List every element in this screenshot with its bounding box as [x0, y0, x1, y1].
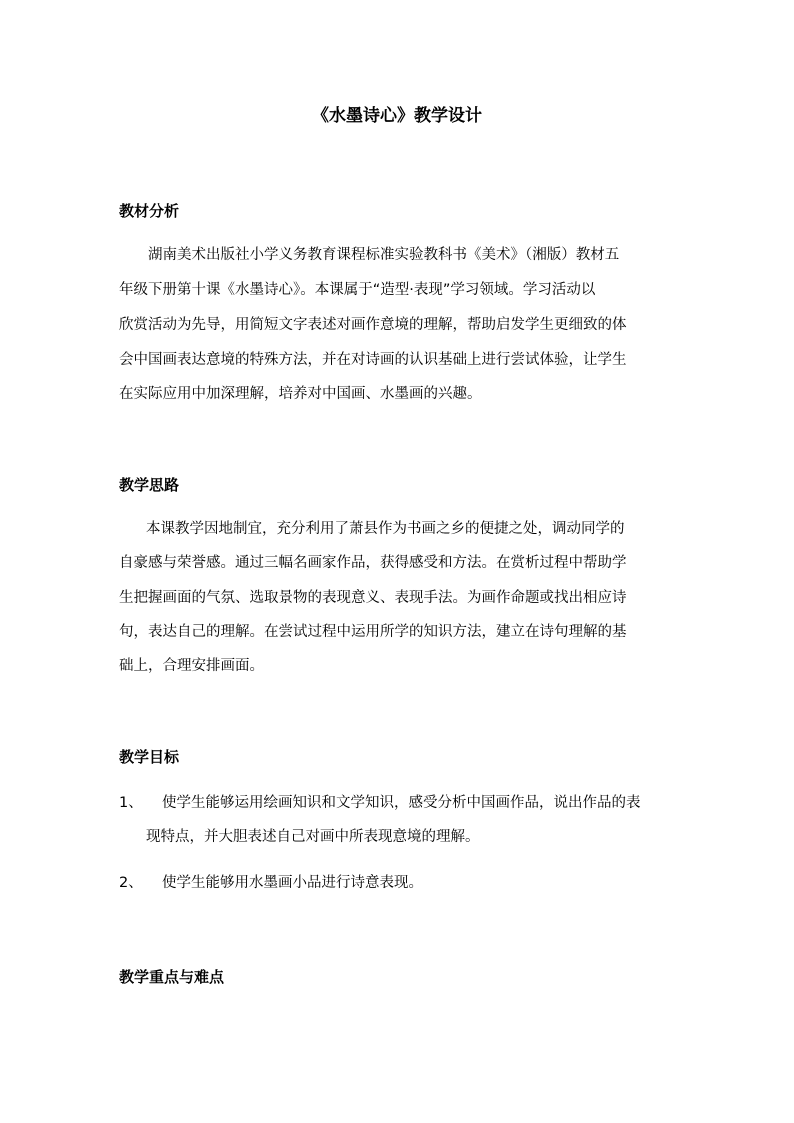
paragraph-line: 句，表达自己的理解。在尝试过程中运用所学的知识方法，建立在诗句理解的基 [119, 624, 627, 640]
paragraph-line: 年级下册第十课《水墨诗心》。本课属于“造型·表现”学习领域。学习活动以 [119, 282, 596, 298]
paragraph-line: 在实际应用中加深理解，培养对中国画、水墨画的兴趣。 [119, 386, 482, 402]
section-heading-teaching-objectives: 教学目标 [119, 748, 180, 766]
list-item-continuation: 现特点，并大胆表述自己对画中所表现意境的理解。 [146, 829, 480, 845]
paragraph-line: 础上，合理安排画面。 [119, 658, 264, 674]
paragraph-line: 欣赏活动为先导，用简短文字表述对画作意境的理解，帮助启发学生更细致的体 [119, 317, 627, 333]
section-heading-teaching-ideas: 教学思路 [119, 476, 180, 494]
list-item [119, 872, 679, 894]
paragraph-line: 自豪感与荣誉感。通过三幅名画家作品，获得感受和方法。在赏析过程中帮助学 [119, 555, 627, 571]
list-item-number: 1、 [119, 795, 143, 811]
paragraph-line: 会中国画表达意境的特殊方法，并在对诗画的认识基础上进行尝试体验，让学生 [119, 352, 627, 368]
list-item-number: 2、 [119, 875, 143, 891]
paragraph-line: 本课教学因地制宜，充分利用了萧县作为书画之乡的便捷之处，调动同学的 [146, 521, 625, 537]
paragraph-line: 湖南美术出版社小学义务教育课程标准实验教科书《美术》（湘版）教材五 [148, 247, 620, 263]
section-heading-key-and-difficult-points: 教学重点与难点 [119, 968, 225, 986]
list-item-text: 使学生能够用水墨画小品进行诗意表现。 [161, 875, 423, 891]
paragraph-line: 生把握画面的气氛、选取景物的表现意义、表现手法。为画作命题或找出相应诗 [119, 590, 627, 606]
list-item [119, 792, 679, 814]
list-item-text: 使学生能够运用绘画知识和文学知识，感受分析中国画作品，说出作品的表 [161, 795, 641, 811]
document-title: 《水墨诗心》教学设计 [312, 106, 482, 126]
section-heading-textbook-analysis: 教材分析 [119, 202, 180, 220]
